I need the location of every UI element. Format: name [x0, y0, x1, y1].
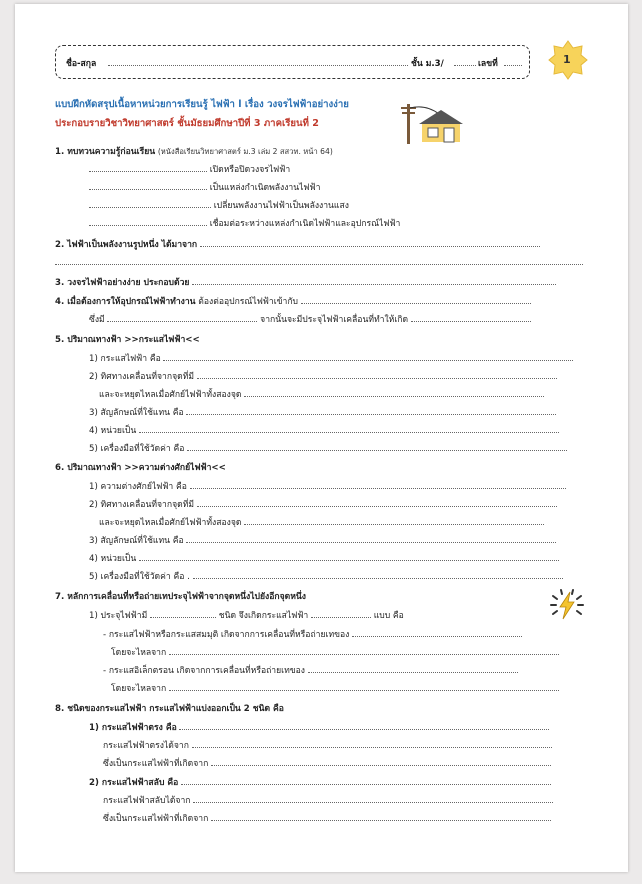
q6-item-2: 2) ทิศทางเคลื่อนที่จากจุดที่มี [89, 497, 557, 511]
q8-ac-2: ซึ่งเป็นกระแสไฟฟ้าที่เกิดจาก [103, 811, 551, 825]
q5-item-2: 2) ทิศทางเคลื่อนที่จากจุดที่มี [89, 369, 557, 383]
name-blank[interactable] [108, 57, 408, 66]
number-blank[interactable] [504, 57, 522, 66]
q5-item-5: 5) เครื่องมือที่ใช้วัดค่า คือ [89, 441, 567, 455]
q7-item-1: 1) ประจุไฟฟ้ามี ชนิด จึงเกิดกระแสไฟฟ้า แบบ คือ [89, 611, 404, 621]
q7-item-a: - กระแสไฟฟ้าหรือกระแสสมมุติ เกิดจากการเคลื่อนที่หรือถ่ายเทของ [103, 627, 522, 641]
q4-heading: 4. เมื่อต้องการให้อุปกรณ์ไฟฟ้าทำงาน ต้องต่ออุปกรณ์ไฟฟ้าเข้ากับ [55, 294, 531, 308]
q6-item-3: 3) สัญลักษณ์ที่ใช้แทน คือ [89, 533, 556, 547]
worksheet-page [15, 4, 628, 872]
q7-item-b: - กระแสอิเล็กตรอน เกิดจากการเคลื่อนที่หรือถ่ายเทของ [103, 663, 518, 677]
page-number: 1 [563, 53, 571, 66]
q2-heading: 2. ไฟฟ้าเป็นพลังงานรูปหนึ่ง ได้มาจาก [55, 237, 540, 251]
q1-item-1: เปิดหรือปิดวงจรไฟฟ้า [89, 162, 290, 176]
q1-item-4: เชื่อมต่อระหว่างแหล่งกำเนิดไฟฟ้าและอุปกรณ์ไฟฟ้า [89, 216, 400, 230]
q1-heading: 1. ทบทวนความรู้ก่อนเรียน (หนังสือเรียนวิทยาศาสตร์ ม.3 เล่ม 2 สสวท. หน้า 64) [55, 147, 333, 157]
q3-heading: 3. วงจรไฟฟ้าอย่างง่าย ประกอบด้วย [55, 275, 556, 289]
q6-heading: 6. ปริมาณทางฟ้า >>ความต่างศักย์ไฟฟ้า<< [55, 463, 226, 473]
q2-answer-line[interactable] [55, 256, 583, 268]
q8-ac-1: กระแสไฟฟ้าสลับได้จาก [103, 793, 553, 807]
title-line-1: แบบฝึกหัดสรุปเนื้อหาหน่วยการเรียนรู้ ไฟฟ้า l เรื่อง วงจรไฟฟ้าอย่างง่าย [55, 99, 349, 110]
q8-heading: 8. ชนิดของกระแสไฟฟ้า กระแสไฟฟ้าแบ่งออกเป็น 2 ชนิด คือ [55, 704, 284, 714]
q1-item-2: เป็นแหล่งกำเนิดพลังงานไฟฟ้า [89, 180, 320, 194]
q8-ac: 2) กระแสไฟฟ้าสลับ คือ [89, 775, 551, 789]
q7-item-a2: โดยจะไหลจาก [111, 645, 559, 659]
q6-item-2b: และจะหยุดไหลเมื่อศักย์ไฟฟ้าทั้งสองจุด [99, 515, 544, 529]
q6-item-5: 5) เครื่องมือที่ใช้วัดค่า คือ . [89, 569, 563, 583]
q5-item-3: 3) สัญลักษณ์ที่ใช้แทน คือ [89, 405, 556, 419]
q8-dc: 1) กระแสไฟฟ้าตรง คือ [89, 720, 549, 734]
q6-item-1: 1) ความต่างศักย์ไฟฟ้า คือ [89, 479, 566, 493]
q5-heading: 5. ปริมาณทางฟ้า >>กระแสไฟฟ้า<< [55, 335, 200, 345]
name-label: ชื่อ-สกุล [66, 59, 97, 69]
q8-dc-1: กระแสไฟฟ้าตรงได้จาก [103, 738, 552, 752]
q4-line-2: ซึ่งมี จากนั้นจะมีประจุไฟฟ้าเคลื่อนที่ทำให้เกิด [89, 312, 531, 326]
q5-item-1: 1) กระแสไฟฟ้า คือ [89, 351, 573, 365]
number-label: เลขที่ [478, 59, 498, 69]
q5-item-2b: และจะหยุดไหลเมื่อศักย์ไฟฟ้าทั้งสองจุด [99, 387, 544, 401]
class-label: ชั้น ม.3/ [411, 59, 444, 69]
q6-item-4: 4) หน่วยเป็น [89, 551, 559, 565]
title-line-2: ประกอบรายวิชาวิทยาศาสตร์ ชั้นมัธยมศึกษาปีที่ 3 ภาคเรียนที่ 2 [55, 118, 319, 129]
q5-item-4: 4) หน่วยเป็น [89, 423, 559, 437]
q7-item-b2: โดยจะไหลจาก [111, 681, 559, 695]
student-info-box [55, 45, 530, 79]
house-electricity-icon [401, 100, 465, 150]
q1-item-3: เปลี่ยนพลังงานไฟฟ้าเป็นพลังงานแสง [89, 198, 349, 212]
page-number-badge [548, 40, 588, 80]
class-blank[interactable] [454, 57, 476, 66]
q7-heading: 7. หลักการเคลื่อนที่หรือถ่ายเทประจุไฟฟ้าจากจุดหนึ่งไปยังอีกจุดหนึ่ง [55, 592, 306, 602]
lightning-icon [549, 588, 585, 626]
q8-dc-2: ซึ่งเป็นกระแสไฟฟ้าที่เกิดจาก [103, 756, 551, 770]
